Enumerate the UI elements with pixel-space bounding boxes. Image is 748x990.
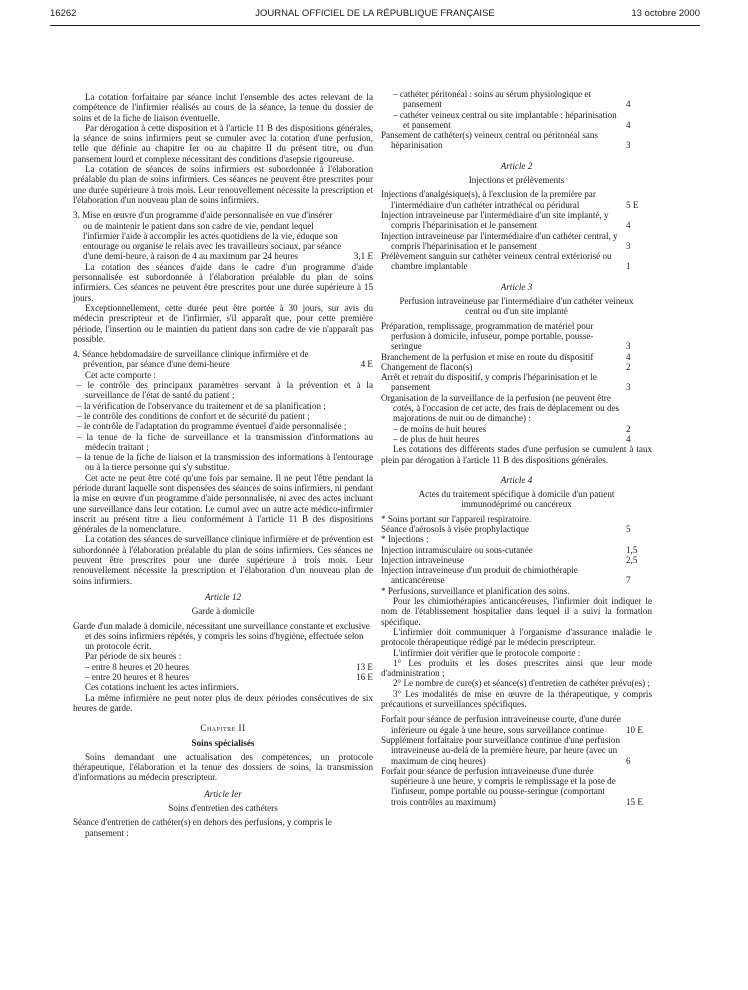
rate-row: – entre 8 heures et 20 heures 13 E <box>85 661 373 672</box>
paragraph: * Injections : <box>381 534 429 545</box>
list-item: – le contrôle des conditions de confort et de sécurité du patient ; <box>77 410 310 421</box>
paragraph: Par période de six heures : <box>85 651 182 662</box>
paragraph: La même infirmière ne peut noter plus de deux périodes consécutives de six heures de garde. <box>73 692 373 713</box>
paragraph: * Soins portant sur l'appareil respiratoire. <box>381 513 532 524</box>
fee-row: Branchement de la perfusion et mise en route du dispositif 4 <box>381 352 652 362</box>
rate-row: – entre 20 heures et 8 heures 16 E <box>85 672 373 683</box>
paragraph: L'infirmier doit communiquer à l'organisme d'assurance maladie le protocole thérapeutique rédigé par le médecin prescripteur. <box>381 626 652 648</box>
fee-value: 10 E <box>626 724 643 735</box>
paragraph: Cet acte comporte : <box>85 369 156 380</box>
fee-value: 1,5 <box>626 544 638 555</box>
fee-value: 5 E <box>626 199 639 210</box>
list-item: – la tenue de la fiche de liaison et la transmission des informations à l'entourage ou à la tierce personne qui s'y substitue. <box>77 452 373 473</box>
fee-value: 1 <box>626 261 631 272</box>
paragraph: Exceptionnellement, cette durée peut être portée à 30 jours, sur avis du médecin prescripteur et de l'infirmier, s'il apparaît que, pour cette première période, l'insertion ou le maintien du patient dans son cadre de vie n'apparaît pas possible. <box>73 302 373 344</box>
paragraph: Les cotations des différents stades d'une perfusion se cumulent à taux plein par dérogation à l'article 11 B des dispositions générales. <box>381 444 652 465</box>
fee-row: Changement de flacon(s) 2 <box>381 362 652 372</box>
list-item: – la vérification de l'observance du traitement et de sa planification ; <box>77 400 326 411</box>
paragraph: Séance d'entretien de cathéter(s) en dehors des perfusions, y compris le pansement : <box>73 817 332 838</box>
list-item: – le contrôle de l'adaptation du programme éventuel d'aide personnalisée ; <box>77 421 347 432</box>
fee-row: – de plus de huit heures 4 <box>381 434 652 444</box>
page-number: 16262 <box>50 8 77 19</box>
paragraph: La cotation des séances d'aide dans le cadre d'un programme d'aide personnalisée est subordonnée à l'élaboration préalable du plan de soins infirmiers. Ces séances ne peuvent être prescrites pour une durée supérieure à 15 jours. <box>73 261 373 303</box>
fee-value: 3 <box>626 240 631 251</box>
fee-row: Forfait pour séance de perfusion intraveineuse courte, d'une durée inférieure ou égale à une heure, sous surveillance continue 10 E <box>381 714 652 735</box>
paragraph: Soins demandant une actualisation des compétences, un protocole thérapeutique, l'élaboration et la tenue des dossiers de soins, la transmission d'informations au médecin prescripteur. <box>73 751 373 783</box>
fee-row: Pansement de cathéter(s) veineux central ou péritonéal sans héparinisation 3 <box>381 130 652 151</box>
list-item: – la tenue de la fiche de surveillance et la transmission d'informations au médecin traitant ; <box>77 431 373 452</box>
fee-row: – de moins de huit heures 2 <box>381 424 652 434</box>
fee-value: 4 <box>626 433 631 444</box>
fee-row: Séance d'aérosols à visée prophylactique 5 <box>381 524 652 534</box>
fee-row: Prélèvement sanguin sur cathéter veineux central extériorisé ou chambre implantable 1 <box>381 251 652 272</box>
item-price: 3,1 E <box>353 251 373 262</box>
fee-value: 6 <box>626 755 631 766</box>
article-heading: Article 4 <box>500 474 533 485</box>
paragraph: 3° Les modalités de mise en œuvre de la thérapeutique, y compris précautions et surveillances spécifiques. <box>381 688 652 710</box>
paragraph: Pour les chimiothérapies anticancéreuses, l'infirmier doit indiquer le nom de l'établissement hospitalier dans lequel il a suivi la formation spécifique. <box>381 596 652 627</box>
fee-row: – cathéter péritonéal : soins au sérum physiologique et pansement 4 <box>381 89 652 110</box>
rate-price: 16 E <box>356 672 373 683</box>
fee-row: Injection intraveineuse par l'intermédiaire d'un cathéter central, y compris l'héparinisation et le pansement 3 <box>381 231 652 252</box>
paragraph: Cet acte ne peut être coté qu'une fois par semaine. Il ne peut l'être pendant la période durant laquelle sont dispensées des séances de soins infirmiers, ni pendant la mise en œuvre d'un programme d'aide personnalisée, ni avec des actes incluant une surveillance dans leur cotation. Le cumul avec un autre acte médico-infirmier inscrit au présent titre a lieu conformément à l'article 11 B des dispositions générales de la nomenclature. <box>73 472 373 535</box>
paragraph: La cotation forfaitaire par séance inclut l'ensemble des actes relevant de la compétence de l'infirmier réalisés au cours de la séance, la tenue du dossier de soins et de la fiche de liaison éventuelle. <box>73 92 373 123</box>
fee-value: 4 <box>626 220 631 231</box>
fee-value: 7 <box>626 575 631 586</box>
chapter-title: Soins spécialisés <box>191 737 255 748</box>
fee-row: Injection intramusculaire ou sous-cutanée 1,5 <box>381 545 652 555</box>
chapter-heading: Chapitre II <box>200 723 246 734</box>
right-column <box>381 89 652 807</box>
fee-value: 3 <box>626 341 631 352</box>
page-header <box>50 8 700 22</box>
paragraph: 2° Le nombre de cure(s) et séance(s) d'entretien de cathéter prévu(es) ; <box>393 678 650 689</box>
header-rule <box>50 25 700 26</box>
journal-title: JOURNAL OFFICIEL DE LA RÉPUBLIQUE FRANÇAISE <box>255 8 495 19</box>
paragraph: L'infirmier doit vérifier que le protocole comporte : <box>393 647 581 658</box>
issue-date: 13 octobre 2000 <box>631 8 700 19</box>
article-title: Actes du traitement spécifique à domicile d'un patient immunodéprimé ou cancéreux <box>418 489 615 510</box>
paragraph: 1° Les produits et les doses prescrites ainsi que leur mode d'administration ; <box>381 657 652 679</box>
fee-value: 5 <box>626 523 631 534</box>
fee-value: 4 <box>626 119 631 130</box>
fee-row: Arrêt et retrait du dispositif, y compris l'héparinisation et le pansement 3 <box>381 372 652 393</box>
paragraph: La cotation des séances de surveillance clinique infirmière et de prévention est subordonnée à l'élaboration préalable du plan de soins infirmiers. Ces séances ne peuvent être prescrites pour une durée supérieure à trois mois. Leur renouvellement nécessite la prescription et l'élaboration d'un nouveau plan de soins infirmiers. <box>73 534 373 586</box>
article-heading: Article 2 <box>500 160 533 171</box>
fee-row: Forfait pour séance de perfusion intraveineuse d'une durée supérieure à une heure, y compris le remplissage et la pose de l'infuseur, pompe portable ou pousse-seringue (comportant trois contrôles au maximum) 15 E <box>381 766 652 807</box>
fee-value: 15 E <box>626 796 643 807</box>
list-item: – le contrôle des principaux paramètres servant à la prévention et à la surveillance de l'état de santé du patient ; <box>77 380 373 401</box>
article-title: Soins d'entretien des cathéters <box>168 803 278 813</box>
article-heading: Article Ier <box>204 788 242 799</box>
paragraph: La cotation de séances de soins infirmiers est subordonnée à l'élaboration préalable du plan de soins infirmiers. Ces séances ne peuvent être prescrites pour une durée supérieure à trois mois. Leur renouvellement nécessite la prescription et l'élaboration d'un nouveau plan de soins infirmiers. <box>73 164 373 205</box>
fee-value: 4 <box>626 351 631 362</box>
paragraph: Par dérogation à cette disposition et à l'article 11 B des dispositions générales, la séance de soins infirmiers peut se cumuler avec la cotation d'une perfusion, telle que définie au chapitre Ier ou au chapitre II du présent titre, ou d'un pansement lourd et complexe nécessitant des conditions d'asepsie rigoureuse. <box>73 122 373 164</box>
list-item-4: 4. Séance hebdomadaire de surveillance clinique infirmière et de prévention, par séance d'une demi-heure 4 E <box>73 349 373 370</box>
article-title: Injections et prélèvements <box>468 175 565 186</box>
article-title: Perfusion intraveineuse par l'intermédiaire d'un cathéter veineux central ou d'un site implanté <box>399 296 634 317</box>
fee-value: 2 <box>626 361 631 372</box>
article-heading: Article 12 <box>204 591 242 602</box>
rate-price: 13 E <box>356 661 373 672</box>
left-column <box>73 92 373 838</box>
fee-value: 4 <box>626 99 631 110</box>
list-item-3: 3. Mise en œuvre d'un programme d'aide personnalisée en vue d'insérer ou de maintenir le patient dans son cadre de vie, pendant lequel l'infirmier l'aide à accomplir les actes quotidiens de la vie, éduque son entourage ou organise le relais avec les travailleurs sociaux, par séance d'une demi-heure, à raison de 4 au maximum par 24 heures 3,1 E <box>73 210 373 262</box>
fee-row: Injection intraveineuse 2,5 <box>381 555 652 565</box>
fee-row: Injections d'analgésique(s), à l'exclusion de la première par l'intermédiaire d'un cathéter intrathécal ou péridural 5 E <box>381 189 652 210</box>
paragraph: Garde d'un malade à domicile, nécessitant une surveillance constante et exclusive et des soins infirmiers répétés, y compris les soins d'hygiène, effectuée selon un protocole écrit. <box>73 620 370 652</box>
fee-value: 2 <box>626 423 631 434</box>
item-price: 4 E <box>360 359 373 370</box>
fee-value: 2,5 <box>626 554 638 565</box>
paragraph: Ces cotations incluent les actes infirmiers. <box>85 682 239 693</box>
fee-row: Supplément forfaitaire pour surveillance continue d'une perfusion intraveineuse au-delà de la première heure, par heure (avec un maximum de cinq heures) 6 <box>381 735 652 766</box>
article-heading: Article 3 <box>500 281 533 292</box>
fee-row: Préparation, remplissage, programmation de matériel pour perfusion à domicile, infuseur, pompe portable, pousse-seringue 3 <box>381 321 652 352</box>
fee-value: 3 <box>626 140 631 151</box>
fee-row: Injection intraveineuse par l'intermédiaire d'un site implanté, y compris l'héparinisation et le pansement 4 <box>381 210 652 231</box>
paragraph: * Perfusions, surveillance et planification des soins. <box>381 585 570 596</box>
fee-row: – cathéter veineux central ou site implantable : héparinisation et pansement 4 <box>381 110 652 131</box>
paragraph: Organisation de la surveillance de la perfusion (ne peuvent être cotés, à l'occasion de cet acte, des frais de déplacement ou des majorations de nuit ou de dimanche) : <box>381 392 620 424</box>
article-title: Garde à domicile <box>191 606 255 617</box>
fee-row: Injection intraveineuse d'un produit de chimiothérapie anticancéreuse 7 <box>381 565 652 586</box>
fee-value: 3 <box>626 382 631 393</box>
